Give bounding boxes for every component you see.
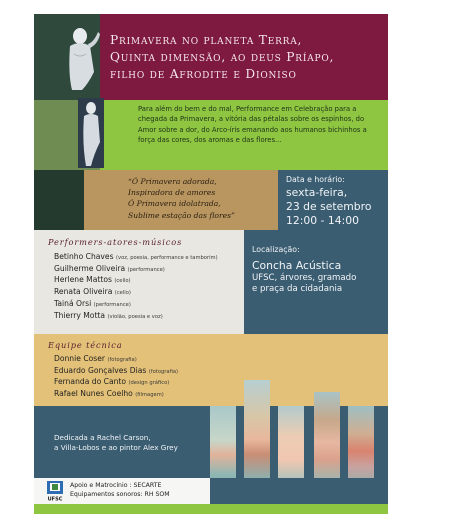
performer-name: Betinho Chaves (54, 252, 114, 261)
sponsors-text (70, 481, 210, 500)
tech-name: Fernanda do Canto (54, 377, 127, 387)
quote-line-2: Inspiradora de amores (128, 188, 216, 198)
tech-role: (fotografia) (148, 368, 179, 375)
quote-text (128, 176, 278, 221)
performer-role: (cello) (114, 290, 131, 297)
list-item (54, 366, 178, 378)
sponsor-support: Apoio e Matrocínio : SECARTE (70, 482, 162, 489)
list-item (54, 275, 218, 287)
list-item (54, 354, 178, 366)
tech-name: Donnie Coser (54, 354, 106, 363)
quote-line-3: Ó Primavera idolatrada, (128, 199, 221, 209)
list-item (54, 287, 218, 299)
dedication-line-2: a Villa-Lobos e ao pintor Alex Grey (54, 443, 178, 453)
sponsors-side-panel (210, 478, 388, 504)
quote-line-1: “Ó Primavera adorada, (128, 177, 217, 186)
tech-name: Eduardo Gonçalves Dias (54, 365, 147, 375)
event-poster (34, 14, 388, 514)
performer-name: Renata Oliveira (54, 287, 113, 297)
performer-name: Tainá Orsi (54, 298, 92, 308)
performer-role: (performance) (127, 266, 165, 273)
tech-list (54, 354, 178, 401)
sponsor-sound: Equipamentos sonoros: RH SOM (70, 491, 170, 499)
list-item (54, 389, 178, 401)
sculpture-image (78, 98, 104, 168)
location-line-2: e praça da cidadania (252, 284, 343, 295)
location-info (252, 244, 386, 295)
location-line-1: UFSC, árvores, gramado (252, 273, 357, 283)
dark-panel (34, 170, 84, 230)
performer-role: (cello) (114, 278, 131, 285)
title-line-1: Primavera no planeta Terra, (110, 33, 303, 47)
statue-image (62, 24, 102, 94)
performers-heading: Performers-atores-músicos (48, 237, 183, 247)
performer-role: (voz, poesia, performance e tamborim) (115, 255, 218, 261)
quote-line-4: Sublime estação das flores” (128, 210, 235, 220)
list-item (54, 311, 218, 323)
location-label: Localização: (252, 245, 300, 254)
tech-heading: Equipe técnica (48, 340, 123, 350)
poster-title (110, 32, 384, 83)
list-item (54, 264, 218, 276)
ufsc-logo (44, 480, 66, 502)
dedication-line-1: Dedicada a Rachel Carson, (54, 433, 151, 442)
intro-text: Para além do bem e do mal, Performance em Celebração para a chegada da Primavera, a vitória das pétalas sobre os espinhos, do Amor sobre a dor, do Arco-íris emanando aos humanos bichinhos a força das cores, dos aromas e das flores... (138, 105, 367, 145)
list-item (54, 252, 218, 264)
location-venue: Concha Acústica (252, 259, 342, 272)
title-line-2: Quinta dimensão, ao deus Príapo, (110, 50, 335, 64)
performers-list (54, 252, 218, 322)
dedication-text (54, 433, 224, 454)
tech-name: Rafael Nunes Coelho (54, 389, 133, 399)
list-item (54, 377, 178, 389)
tech-role: (fotografia) (107, 357, 137, 363)
date-time: 12:00 - 14:00 (286, 214, 359, 227)
date-label: Data e horário: (286, 175, 345, 184)
list-item (54, 299, 218, 311)
date-info (286, 174, 386, 228)
performer-role: (violão, poesia e voz) (107, 313, 163, 320)
date-day: sexta-feira, (286, 186, 348, 199)
footer-bar (34, 504, 388, 514)
logo-text: UFSC (47, 496, 63, 502)
performer-name: Herlene Mattos (54, 275, 112, 285)
date-date: 23 de setembro (286, 200, 372, 213)
tech-role: (filmagem) (135, 392, 164, 399)
performer-name: Thierry Motta (54, 310, 106, 320)
performer-name: Guilherme Oliveira (54, 263, 126, 273)
tech-role: (design gráfico) (128, 380, 170, 387)
performer-role: (performance) (93, 301, 131, 308)
title-line-3: filho de Afrodite e Dioniso (110, 67, 297, 81)
